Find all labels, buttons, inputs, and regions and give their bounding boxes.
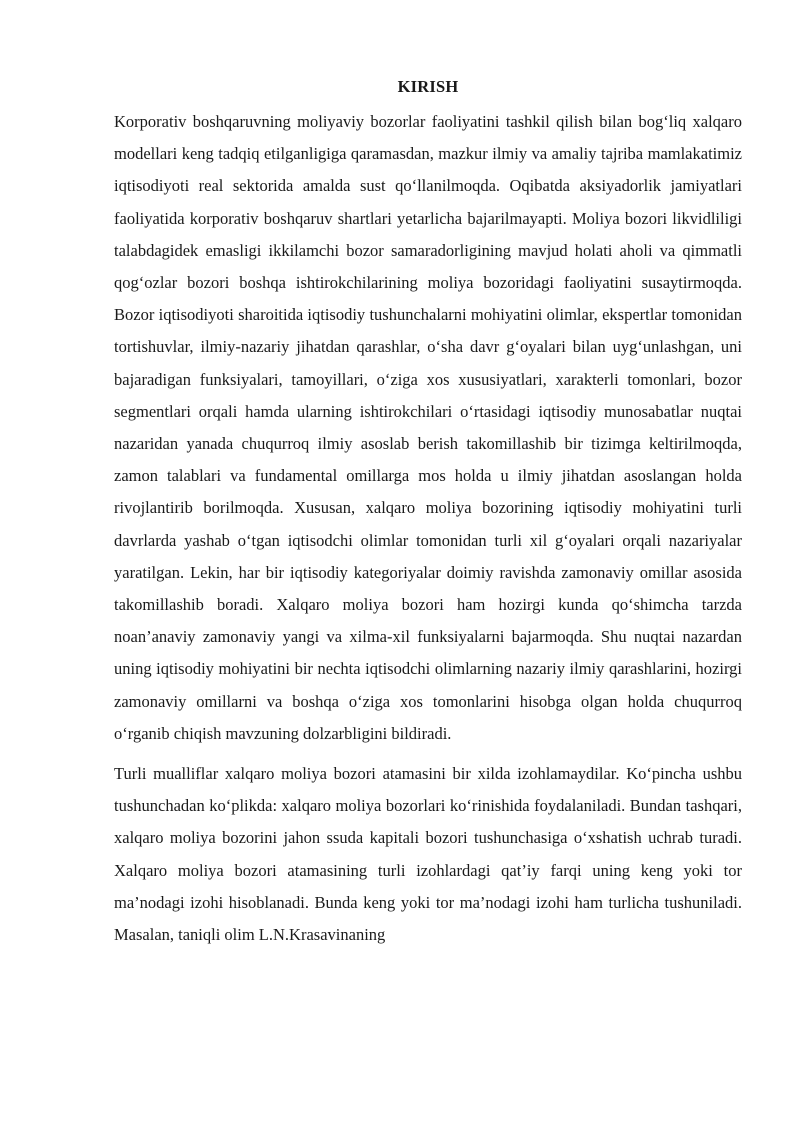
paragraph-2: Turli mualliflar xalqaro moliya bozori atamasini bir xilda izohlamaydilar. Ko‘pincha ushbu tushunchadan ko‘plikda: xalqaro moliya bozorlari ko‘rinishida foydalaniladi. Bundan tashqari, xalqaro moliya bozorini jahon ssuda kapitali bozori tushunchasiga o‘xshatish uchrab turadi. Xalqaro moliya bozori atamasining turli izohlardagi qat’iy farqi uning keng yoki tor ma’nodagi izohi hisoblanadi. Bunda keng yoki tor ma’nodagi izohi ham turlicha tushuniladi. Masalan, taniqli olim L.N.Krasavinaning bbox=[114, 764, 742, 945]
page-title: KIRISH bbox=[397, 77, 459, 96]
paragraph-1: Korporativ boshqaruvning moliyaviy bozorlar faoliyatini tashkil qilish bilan bog‘liq xalqaro modellari keng tadqiq etilganligiga qaramasdan, mazkur ilmiy va amaliy tajriba mamlakatimiz iqtisodiyoti real sektorida amalda sust qo‘llanilmoqda. Oqibatda aksiyadorlik jamiyatlari faoliyatida korporativ boshqaruv shartlari yetarlicha bajarilmayapti. Moliya bozori likvidliligi talabdagidek emasligi ikkilamchi bozor samaradorligining mavjud holati aholi va qimmatli qog‘ozlar bozori boshqa ishtirokchilarining moliya bozoridagi faoliyatini susaytirmoqda. Bozor iqtisodiyoti sharoitida iqtisodiy tushunchalarni mohiyatini olimlar, ekspertlar tomonidan tortishuvlar, ilmiy-nazariy jihatdan qarashlar, o‘sha davr g‘oyalari bilan uyg‘unlashgan, uni bajaradigan funksiyalari, tamoyillari, o‘ziga xos xususiyatlari, xarakterli tomonlari, bozor segmentlari orqali hamda ularning ishtirokchilari o‘rtasidagi iqtisodiy munosabatlar nuqtai nazaridan yanada chuqurroq ilmiy asoslab berish takomillashib bir tizimga keltirilmoqda, zamon talablari va fundamental omillarga mos holda u ilmiy jihatdan asoslangan holda rivojlantirib borilmoqda. Xususan, xalqaro moliya bozorining iqtisodiy mohiyatini turli davrlarda yashab o‘tgan iqtisodchi olimlar tomonidan turli xil g‘oyalari orqali nazariyalar yaratilgan. Lekin, har bir iqtisodiy kategoriyalar doimiy ravishda zamonaviy omillar asosida takomillashib boradi. Xalqaro moliya bozori ham hozirgi kunda qo‘shimcha tarzda noan’anaviy zamonaviy yangi va xilma-xil funksiyalarni bajarmoqda. Shu nuqtai nazardan uning iqtisodiy mohiyatini bir nechta iqtisodchi olimlarning nazariy ilmiy qarashlarini, hozirgi zamonaviy omillarni va boshqa o‘ziga xos tomonlarini hisobga olgan holda chuqurroq o‘rganib chiqish mavzuning dolzarbligini bildiradi. bbox=[114, 112, 742, 743]
document-page bbox=[114, 74, 742, 951]
